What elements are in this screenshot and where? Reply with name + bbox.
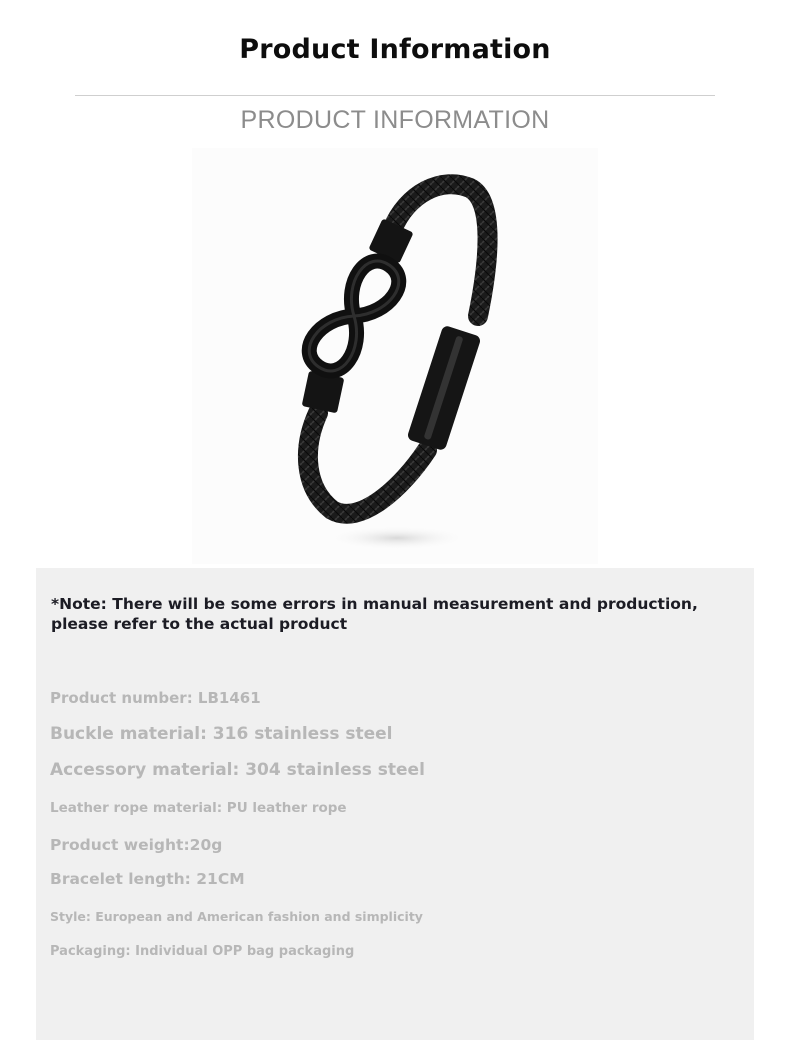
product-image [192,148,598,564]
leather-rope-upper [392,184,488,316]
spec-packaging: Packaging: Individual OPP bag packaging [50,944,355,959]
leather-rope-lower [308,413,427,514]
measurement-note: *Note: There will be some errors in manual measurement and production, please refer to the actual product [51,595,698,633]
spec-leather-rope-material: Leather rope material: PU leather rope [50,800,347,816]
section-subtitle: PRODUCT INFORMATION [240,106,550,134]
spec-buckle-material: Buckle material: 316 stainless steel [50,724,393,744]
spec-product-weight: Product weight:20g [50,836,223,854]
spec-bracelet-length: Bracelet length: 21CM [50,870,245,888]
spec-accessory-material: Accessory material: 304 stainless steel [50,760,425,780]
product-info-panel [36,568,754,1040]
infinity-buckle [301,253,407,379]
page-title: Product Information [239,34,551,65]
spec-product-number: Product number: LB1461 [50,689,261,707]
spec-style: Style: European and American fashion and simplicity [50,909,423,924]
shadow [327,526,467,550]
bracelet-illustration [192,148,598,564]
title-divider [75,95,715,96]
